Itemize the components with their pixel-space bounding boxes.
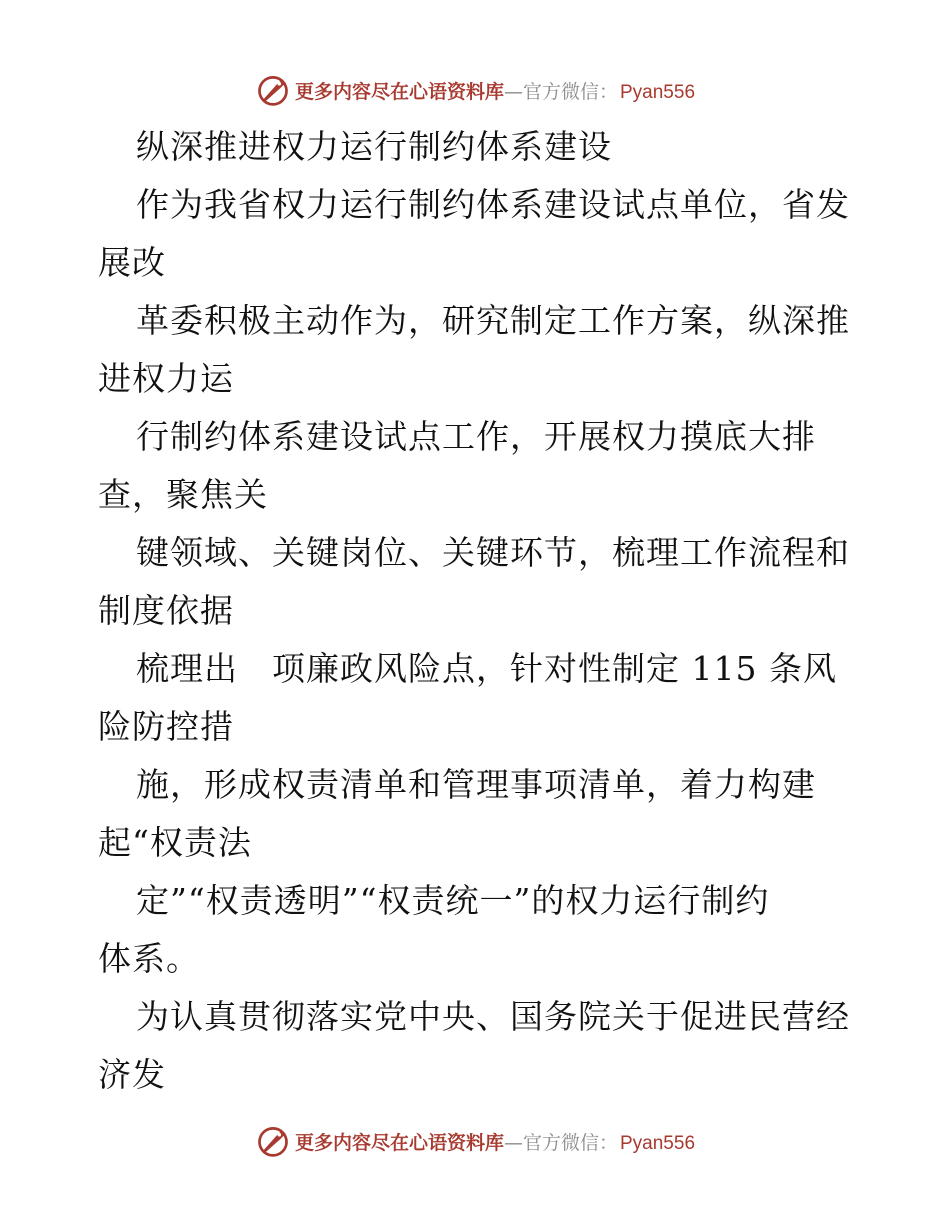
body-line-1: 纵深推进权力运行制约体系建设 [136, 127, 612, 166]
footer-wechat-id: Pyan556 [620, 1132, 696, 1154]
body-line-13: 起“权责法 [98, 823, 252, 862]
body-line-7: 查，聚焦关 [98, 475, 268, 514]
header-wechat-id: Pyan556 [620, 81, 696, 103]
body-line-5: 进权力运 [98, 359, 234, 398]
footer-separator: — [503, 1131, 523, 1154]
body-line-16: 为认真贯彻落实党中央、国务院关于促进民营经 [136, 997, 850, 1036]
body-line-3: 展改 [98, 243, 166, 282]
header-site-text: 更多内容尽在心语资料库 [294, 80, 504, 103]
document-body [0, 118, 950, 1104]
footer-site-text: 更多内容尽在心语资料库 [294, 1131, 504, 1154]
header-banner-text [295, 77, 695, 104]
pen-nib-logo-icon [255, 72, 291, 108]
body-line-4: 革委积极主动作为，研究制定工作方案，纵深推 [136, 301, 850, 340]
pen-nib-logo-icon [255, 1123, 291, 1159]
body-line-12: 施，形成权责清单和管理事项清单，着力构建 [136, 765, 816, 804]
footer-banner-text [295, 1128, 695, 1155]
body-line-10: 梳理出 项廉政风险点，针对性制定 115 条风 [136, 649, 837, 688]
header-wechat-label: 官方微信： [522, 80, 618, 103]
body-line-11: 险防控措 [98, 707, 234, 746]
header-separator: — [503, 80, 523, 103]
body-line-9: 制度依据 [98, 591, 234, 630]
body-line-2: 作为我省权力运行制约体系建设试点单位，省发 [136, 185, 850, 224]
footer-wechat-label: 官方微信： [522, 1131, 618, 1154]
header-banner [0, 70, 950, 110]
footer-banner [0, 1121, 950, 1161]
body-line-14: 定”“权责透明”“权责统一”的权力运行制约 [136, 881, 770, 920]
body-line-17: 济发 [98, 1055, 166, 1094]
body-line-15: 体系。 [98, 939, 200, 978]
body-line-6: 行制约体系建设试点工作，开展权力摸底大排 [136, 417, 816, 456]
body-line-8: 键领域、关键岗位、关键环节，梳理工作流程和 [136, 533, 850, 572]
